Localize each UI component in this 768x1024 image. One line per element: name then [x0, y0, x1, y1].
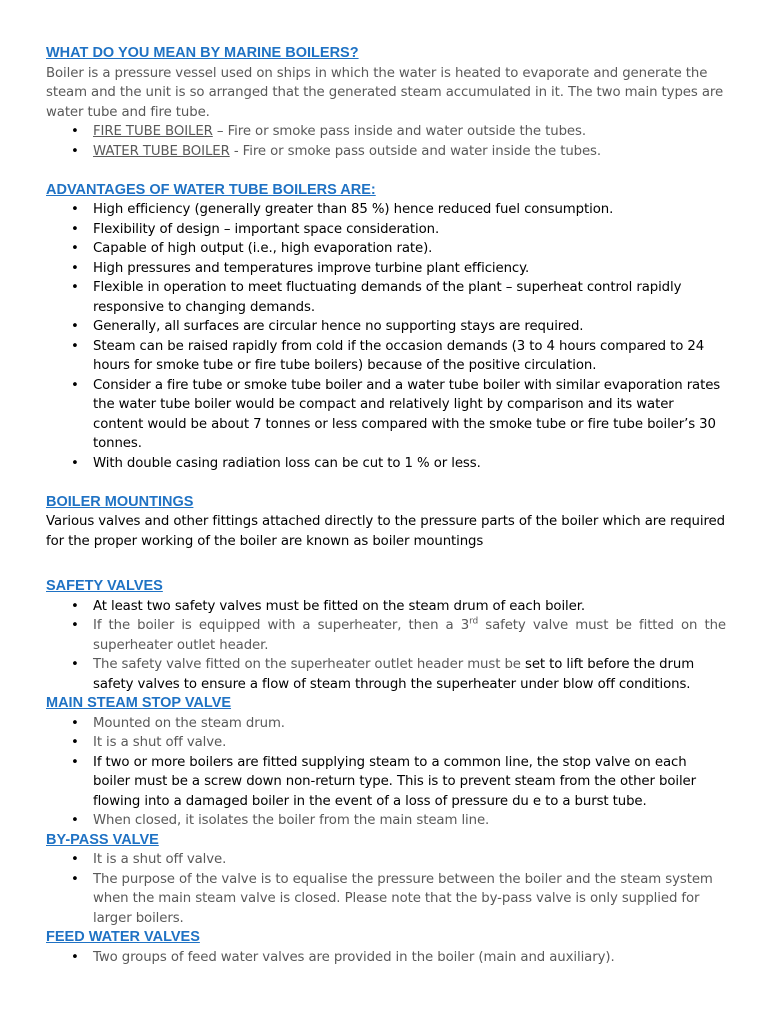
heading-feed-water-valves: FEED WATER VALVES	[46, 929, 200, 945]
list-item: • Capable of high output (i.e., high evaporation rate).	[93, 239, 726, 259]
list-item	[93, 142, 726, 162]
list-item: • Two groups of feed water valves are provided in the boiler (main and auxiliary).	[93, 948, 726, 968]
heading-boiler-mountings: BOILER MOUNTINGS	[46, 493, 194, 510]
list-item: • High efficiency (generally greater than 85 %) hence reduced fuel consumption.	[93, 200, 726, 220]
list-item	[93, 122, 726, 142]
spacer	[46, 161, 726, 181]
list-item: • It is a shut off valve.	[93, 733, 726, 753]
list-item: • It is a shut off valve.	[93, 850, 726, 870]
safety-valves-list	[46, 597, 726, 695]
list-item	[93, 616, 726, 655]
spacer	[46, 551, 726, 577]
list-item: • Mounted on the steam drum.	[93, 714, 726, 734]
water-tube-label: WATER TUBE BOILER	[93, 143, 230, 159]
list-item: • At least two safety valves must be fitted on the steam drum of each boiler.	[93, 597, 726, 617]
marine-boilers-paragraph: Boiler is a pressure vessel used on ships in which the water is heated to evaporate and generate the steam and the unit is so arranged that the generated steam accumulated in it. The two main types are water tube and fire tube.	[46, 65, 724, 120]
list-item: • When closed, it isolates the boiler from the main steam line.	[93, 811, 726, 831]
list-item-text: The safety valve fitted on the superheater outlet header must be	[93, 657, 525, 672]
heading-by-pass-valve: BY-PASS VALVE	[46, 831, 159, 848]
list-item: • Steam can be raised rapidly from cold if the occasion demands (3 to 4 hours compared to 24 hours for smoke tube or fire tube boilers) because of the positive circulation.	[93, 337, 726, 376]
list-item: • With double casing radiation loss can be cut to 1 % or less.	[93, 454, 726, 474]
boiler-mountings-paragraph: Various valves and other fittings attached directly to the pressure parts of the boiler which are required for the proper working of the boiler are known as boiler mountings	[46, 514, 725, 549]
list-item-text: safety valve must be fitted on the superheater outlet header.	[93, 618, 726, 653]
list-item: • Generally, all surfaces are circular hence no supporting stays are required.	[93, 317, 726, 337]
document-content	[46, 44, 726, 967]
list-item: • Flexibility of design – important space consideration.	[93, 220, 726, 240]
feed-water-valves-list	[46, 948, 726, 968]
list-item: • Consider a fire tube or smoke tube boiler and a water tube boiler with similar evaporation rates the water tube boiler would be compact and relatively light by comparison and its water content would be about 7 tonnes or less compared with the smoke tube or fire tube boiler’s 30 tonnes.	[93, 376, 726, 454]
list-item	[93, 655, 726, 694]
advantages-list	[46, 200, 726, 473]
heading-main-steam-stop-valve: MAIN STEAM STOP VALVE	[46, 695, 232, 711]
fire-tube-text: – Fire or smoke pass inside and water outside the tubes.	[212, 124, 586, 139]
main-steam-stop-valve-list	[46, 714, 726, 831]
heading-advantages: ADVANTAGES OF WATER TUBE BOILERS ARE:	[46, 181, 376, 198]
spacer	[46, 473, 726, 493]
superscript: rd	[469, 616, 479, 627]
list-item-text: set to lift before the drum safety valves to ensure a flow of steam through the superheater under blow off conditions.	[93, 657, 695, 692]
boiler-types-list	[46, 122, 726, 161]
list-item: • The purpose of the valve is to equalise the pressure between the boiler and the steam system when the main steam valve is closed. Please note that the by-pass valve is only supplied for larger boilers.	[93, 870, 726, 929]
by-pass-valve-list	[46, 850, 726, 928]
list-item: • High pressures and temperatures improve turbine plant efficiency.	[93, 259, 726, 279]
heading-marine-boilers: WHAT DO YOU MEAN BY MARINE BOILERS?	[46, 45, 359, 61]
list-item-text: If the boiler is equipped with a superheater, then a 3	[93, 618, 470, 633]
water-tube-text: - Fire or smoke pass outside and water inside the tubes.	[229, 143, 602, 159]
fire-tube-label: FIRE TUBE BOILER	[93, 124, 213, 139]
list-item: • If two or more boilers are fitted supplying steam to a common line, the stop valve on each boiler must be a screw down non-return type. This is to prevent steam from the other boiler flowing into a damaged boiler in the event of a loss of pressure du e to a burst tube.	[93, 753, 726, 812]
heading-safety-valves: SAFETY VALVES	[46, 578, 163, 594]
list-item: • Flexible in operation to meet fluctuating demands of the plant – superheat control rapidly responsive to changing demands.	[93, 278, 726, 317]
